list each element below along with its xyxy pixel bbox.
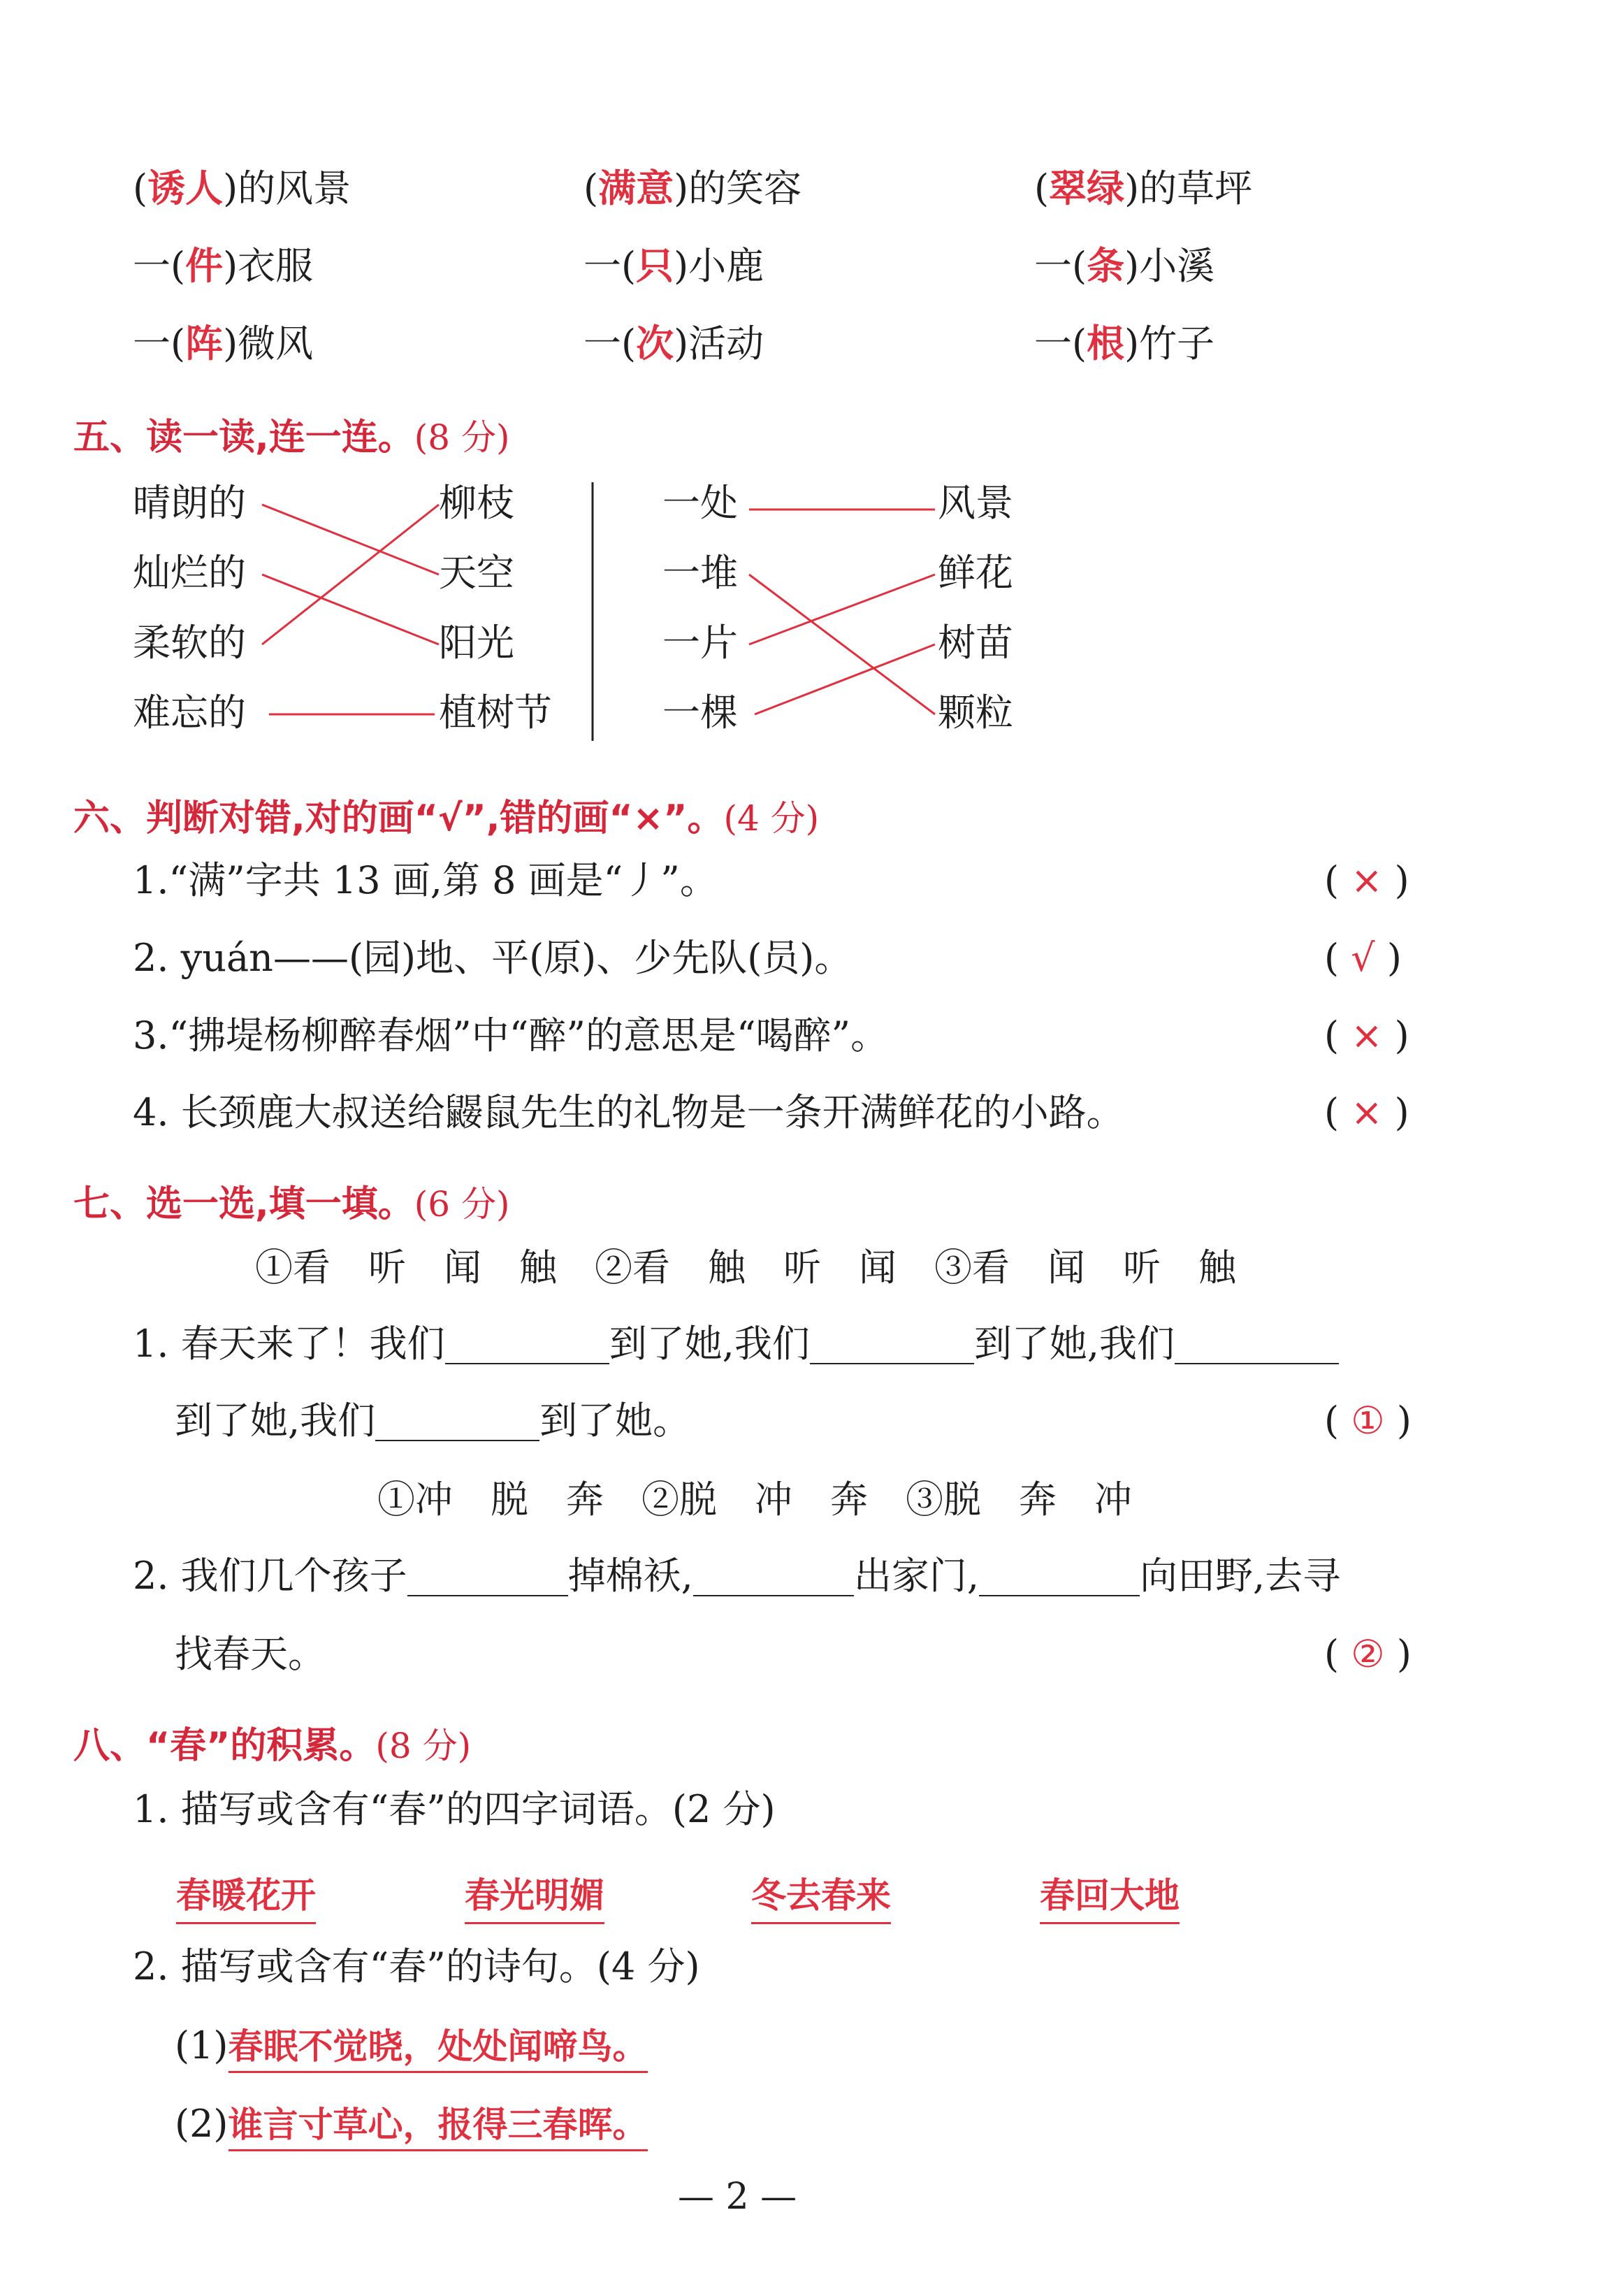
- match-left-word: 一棵: [662, 691, 738, 735]
- fill-item-1-2: (满意)的笑容: [583, 166, 802, 210]
- poem-line-1: (1)春眠不觉晓，处处闻啼鸟。: [175, 2027, 648, 2065]
- fill-item-3-3: 一(根)竹子: [1034, 322, 1215, 366]
- match-right-word: 天空: [439, 551, 514, 595]
- match-line-flowers: [749, 575, 935, 644]
- question-7-1-line1: 1. 春天来了！我们 到了她,我们 到了她,我们: [133, 1325, 1339, 1364]
- answer-word: 春回大地: [1040, 1868, 1180, 1924]
- match-right-word: 阳光: [439, 621, 514, 665]
- check-mark-icon: √: [1351, 936, 1375, 980]
- answer-blank: [1175, 1325, 1339, 1364]
- poem-answer: 谁言寸草心，报得三春晖。: [229, 2104, 648, 2151]
- question-8-2: 2. 描写或含有“春”的诗句。(4 分): [133, 1944, 700, 1988]
- judge-item-2: 2. yuán——(园)地、平(原)、少先队(员)。: [133, 936, 853, 980]
- fill-answer: 翠绿: [1049, 166, 1125, 210]
- section-5-title: 五、读一读,连一连。(8 分): [73, 417, 510, 459]
- fill-item-2-3: 一(条)小溪: [1034, 244, 1215, 288]
- match-left-word: 晴朗的: [133, 481, 246, 525]
- wrong-mark-icon: ×: [1351, 858, 1383, 902]
- match-right-word: 风景: [938, 481, 1013, 525]
- choice-answer: ①: [1351, 1399, 1385, 1443]
- judge-answer-box: ( √ ): [1324, 936, 1402, 980]
- judge-answer-box: ( × ): [1324, 1013, 1409, 1057]
- match-line-saplings: [755, 644, 935, 714]
- choice-answer-box: ( ② ): [1324, 1632, 1412, 1676]
- options-group-1: ①看 听 闻 触 ②看 触 听 闻 ③看 闻 听 触: [255, 1246, 1236, 1290]
- match-left-word: 难忘的: [133, 691, 246, 735]
- fill-answer: 只: [636, 244, 674, 288]
- fill-item-2-1: 一(件)衣服: [133, 244, 314, 288]
- fill-answer: 诱人: [147, 166, 224, 210]
- section-6-title: 六、判断对错,对的画“√”,错的画“×”。(4 分): [73, 797, 820, 839]
- match-right-word: 柳枝: [439, 481, 514, 525]
- answer-blank: [810, 1325, 974, 1364]
- question-7-1-line2: 到了她,我们 到了她。: [175, 1399, 691, 1443]
- wrong-mark-icon: ×: [1351, 1013, 1383, 1057]
- match-line-soft-willow: [262, 505, 439, 644]
- judge-answer-box: ( × ): [1324, 1090, 1409, 1134]
- choice-answer-box: ( ① ): [1324, 1399, 1412, 1443]
- answer-blank: [693, 1557, 854, 1596]
- match-left-word: 一堆: [662, 551, 738, 595]
- answer-blank: [407, 1557, 568, 1596]
- judge-item-3: 3.“拂堤杨柳醉春烟”中“醉”的意思是“喝醉”。: [133, 1013, 889, 1057]
- section-7-title: 七、选一选,填一填。(6 分): [73, 1183, 510, 1225]
- fill-answer: 次: [636, 322, 674, 366]
- match-left-word: 柔软的: [133, 621, 246, 665]
- poem-line-2: (2)谁言寸草心，报得三春晖。: [175, 2105, 648, 2143]
- answer-blank: [375, 1402, 539, 1441]
- fill-answer: 阵: [185, 322, 224, 366]
- match-left-word: 一处: [662, 481, 738, 525]
- question-8-1: 1. 描写或含有“春”的四字词语。(2 分): [133, 1787, 776, 1831]
- fill-answer: 件: [185, 244, 224, 288]
- fill-item-3-1: 一(阵)微风: [133, 322, 314, 366]
- fill-item-2-2: 一(只)小鹿: [583, 244, 764, 288]
- match-right-word: 树苗: [938, 621, 1013, 665]
- fill-item-1-1: (诱人)的风景: [133, 166, 351, 210]
- judge-item-1: 1.“满”字共 13 画,第 8 画是“丿”。: [133, 858, 718, 902]
- answer-word: 冬去春来: [751, 1868, 891, 1924]
- question-7-2-line2: 找春天。: [175, 1632, 326, 1676]
- answer-word: 春暖花开: [176, 1868, 316, 1924]
- fill-item-3-2: 一(次)活动: [583, 322, 764, 366]
- answer-blank: [979, 1557, 1140, 1596]
- answer-blank: [445, 1325, 609, 1364]
- judge-item-4: 4. 长颈鹿大叔送给鼹鼠先生的礼物是一条开满鲜花的小路。: [133, 1090, 1124, 1134]
- match-line-grains: [749, 575, 935, 714]
- poem-answer: 春眠不觉晓，处处闻啼鸟。: [229, 2026, 648, 2073]
- fill-answer: 根: [1087, 322, 1125, 366]
- answer-word: 春光明媚: [465, 1868, 604, 1924]
- fill-answer: 满意: [598, 166, 674, 210]
- fill-item-1-3: (翠绿)的草坪: [1034, 166, 1253, 210]
- question-7-2-line1: 2. 我们几个孩子 掉棉袄, 出家门, 向田野,去寻: [133, 1554, 1341, 1598]
- fill-answer: 条: [1087, 244, 1125, 288]
- choice-answer: ②: [1351, 1632, 1385, 1676]
- section-8-title: 八、“春”的积累。(8 分): [73, 1725, 472, 1767]
- page-number: — 2 —: [678, 2176, 797, 2218]
- match-right-word: 颗粒: [938, 691, 1013, 735]
- match-right-word: 植树节: [439, 691, 552, 735]
- options-group-2: ①冲 脱 奔 ②脱 冲 奔 ③脱 奔 冲: [377, 1478, 1132, 1522]
- match-line-sunny-sky: [262, 505, 439, 575]
- match-left-word: 一片: [662, 621, 738, 665]
- match-left-word: 灿烂的: [133, 551, 246, 595]
- match-right-word: 鲜花: [938, 551, 1013, 595]
- judge-answer-box: ( × ): [1324, 858, 1409, 902]
- match-line-bright-sunshine: [262, 575, 439, 644]
- wrong-mark-icon: ×: [1351, 1090, 1383, 1134]
